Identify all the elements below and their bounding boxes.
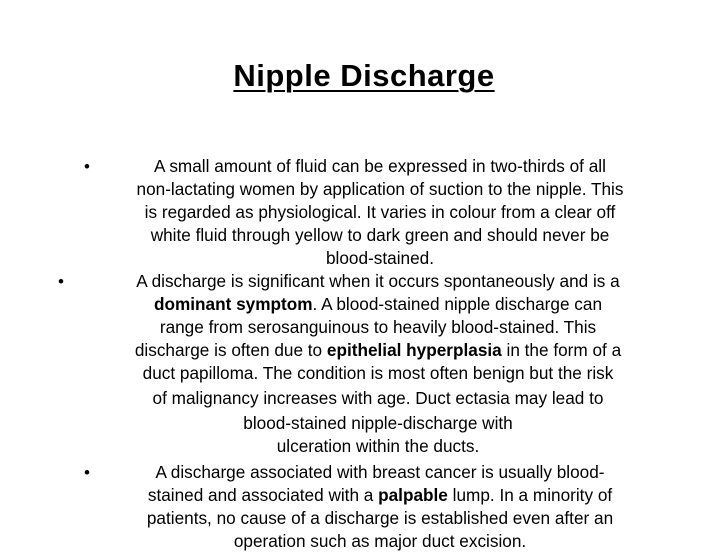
- text-run: non-lactating women by application of suction to the nipple. This: [136, 179, 624, 199]
- text-run: stained and associated with a: [147, 485, 379, 505]
- text-run: A discharge is significant when it occurs spontaneously and is a: [136, 271, 620, 291]
- bullet-text-line: [80, 461, 680, 484]
- bullet-dot-icon: •: [84, 157, 90, 176]
- bullet-text-line: [78, 339, 678, 362]
- emphasized-term: palpable: [378, 485, 448, 505]
- text-run: of malignancy increases with age. Duct ectasia may lead to: [152, 388, 604, 408]
- text-run: discharge is often due to: [134, 340, 327, 360]
- bullet-text-line: [78, 412, 678, 435]
- text-run: . A blood-stained nipple discharge can: [312, 294, 603, 314]
- bullet-text-line: [80, 155, 680, 178]
- text-run: duct papilloma. The condition is most often benign but the risk: [142, 363, 614, 383]
- text-run: A discharge associated with breast cancer is usually blood-: [155, 462, 605, 482]
- text-run: in the form of a: [501, 340, 622, 360]
- text-run: blood-stained.: [326, 248, 434, 268]
- text-run: patients, no cause of a discharge is established even after an: [146, 508, 614, 528]
- bullet-text-line: [80, 224, 680, 247]
- bullet-text-line: [80, 530, 680, 553]
- bullet-dot-icon: •: [84, 463, 90, 482]
- text-run: is regarded as physiological. It varies in colour from a clear off: [144, 202, 616, 222]
- bullet-cancer-discharge: [80, 461, 680, 553]
- emphasized-term: epithelial hyperplasia: [326, 340, 502, 360]
- text-run: range from serosanguinous to heavily blood-stained. This: [159, 317, 597, 337]
- bullet-significant-discharge: [58, 270, 678, 458]
- text-run: lump. In a minority of: [447, 485, 613, 505]
- bullet-text-line: [80, 201, 680, 224]
- slide-title: Nipple Discharge: [233, 58, 495, 93]
- bullet-text-line: [80, 507, 680, 530]
- bullet-text-line: [78, 385, 678, 412]
- text-run: operation such as major duct excision.: [233, 531, 527, 551]
- text-run: A small amount of fluid can be expressed in two-thirds of all: [154, 156, 606, 176]
- bullet-text-line: [80, 247, 680, 270]
- bullet-physiological-discharge: [80, 155, 680, 270]
- bullet-text-line: [78, 270, 678, 293]
- bullet-text-line: [78, 293, 678, 316]
- text-run: white fluid through yellow to dark green and should never be: [150, 225, 610, 245]
- bullet-text-line: [78, 435, 678, 458]
- emphasized-term: dominant symptom: [153, 294, 313, 314]
- bullet-text-line: [80, 484, 680, 507]
- bullet-text-line: [78, 316, 678, 339]
- text-run: ulceration within the ducts.: [276, 436, 480, 456]
- bullet-text-line: [78, 362, 678, 385]
- bullet-text-line: [80, 178, 680, 201]
- text-run: blood-stained nipple-discharge with: [243, 413, 513, 433]
- bullet-dot-icon: •: [58, 272, 64, 291]
